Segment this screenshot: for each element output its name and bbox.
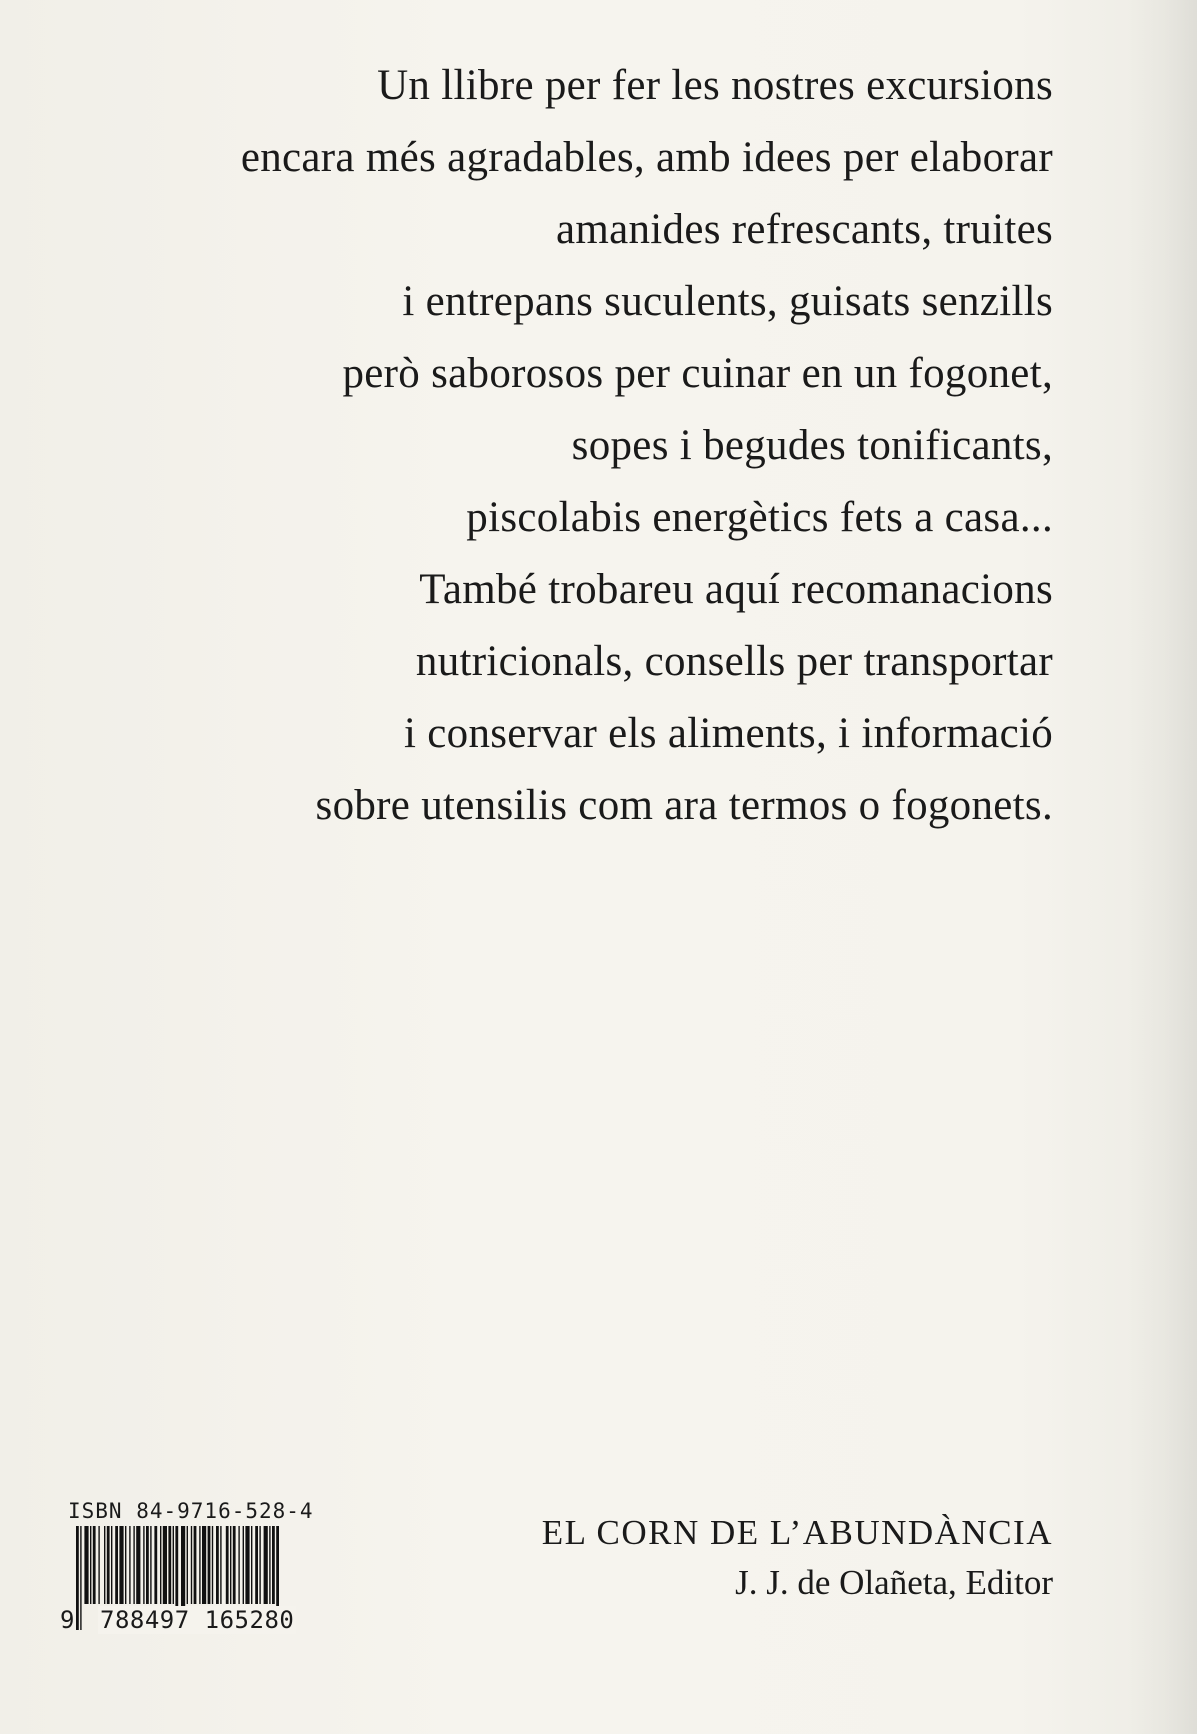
barcode-bar bbox=[154, 1526, 157, 1604]
barcode-bar bbox=[143, 1526, 144, 1604]
barcode-bar bbox=[220, 1526, 221, 1604]
barcode-bar bbox=[194, 1526, 197, 1604]
blurb-line: Un llibre per fer les nostres excursions bbox=[377, 62, 1053, 109]
barcode-bar bbox=[125, 1526, 126, 1604]
barcode-bar bbox=[199, 1526, 200, 1604]
barcode-block bbox=[60, 1500, 350, 1634]
blurb-text bbox=[93, 50, 1053, 842]
isbn-label: ISBN 84-9716-528-4 bbox=[68, 1499, 314, 1523]
barcode-bar bbox=[90, 1526, 91, 1604]
barcode-row bbox=[60, 1522, 350, 1634]
barcode-bar bbox=[115, 1526, 118, 1604]
barcode-bar bbox=[212, 1526, 213, 1604]
barcode-bar bbox=[202, 1526, 206, 1604]
barcode-bar bbox=[264, 1526, 268, 1604]
publisher-name: J. J. de Olañeta, Editor bbox=[735, 1563, 1053, 1602]
collection-name: EL CORN DE L’ABUNDÀNCIA bbox=[541, 1513, 1053, 1552]
barcode-bar bbox=[133, 1526, 134, 1604]
barcode-bar bbox=[187, 1526, 188, 1604]
barcode-bar bbox=[98, 1526, 99, 1604]
blurb-line: sobre utensilis com ara termos o fogonets. bbox=[315, 782, 1053, 829]
blurb-line: però saborosos per cuinar en un fogonet, bbox=[342, 350, 1053, 397]
barcode-bar bbox=[84, 1526, 88, 1604]
barcode-bar bbox=[245, 1526, 249, 1604]
ean-first-digit: 9 bbox=[60, 1606, 75, 1634]
barcode-bar bbox=[93, 1526, 96, 1604]
barcode-bar bbox=[269, 1526, 270, 1604]
barcode-bar bbox=[238, 1526, 239, 1604]
blurb-line: sopes i begudes tonificants, bbox=[571, 422, 1053, 469]
barcode-bar bbox=[173, 1526, 174, 1604]
barcode-bar bbox=[255, 1526, 258, 1604]
barcode-bar bbox=[226, 1526, 229, 1604]
barcode-bar bbox=[129, 1526, 130, 1604]
barcode-bar bbox=[243, 1526, 244, 1604]
barcode-bar bbox=[216, 1526, 219, 1604]
ean-digits: 788497 165280 bbox=[100, 1606, 295, 1634]
barcode-bar bbox=[233, 1526, 236, 1604]
barcode-bar bbox=[104, 1526, 105, 1604]
barcode-bar bbox=[146, 1526, 149, 1604]
blurb-line: nutricionals, consells per transportar bbox=[415, 638, 1053, 685]
blurb-line: amanides refrescants, truites bbox=[555, 206, 1053, 253]
barcode-bar bbox=[191, 1526, 192, 1604]
barcode-bar bbox=[80, 1526, 81, 1630]
blurb-line: i conservar els aliments, i informació bbox=[403, 710, 1053, 757]
barcode-bar bbox=[272, 1526, 275, 1604]
barcode-bar bbox=[230, 1526, 231, 1604]
barcode-bar bbox=[150, 1526, 151, 1604]
barcode-bar bbox=[111, 1526, 112, 1604]
imprint bbox=[542, 1510, 1053, 1610]
barcode-bar bbox=[160, 1526, 161, 1604]
blurb-line: També trobareu aquí recomanacions bbox=[419, 566, 1053, 613]
blurb-line: piscolabis energètics fets a casa... bbox=[466, 494, 1053, 541]
barcode-bar bbox=[163, 1526, 167, 1604]
barcode-bar bbox=[251, 1526, 252, 1604]
cover-edge-shading bbox=[1127, 0, 1197, 1734]
barcode-bar bbox=[119, 1526, 123, 1604]
barcode-bar bbox=[136, 1526, 140, 1604]
blurb-line: i entrepans suculents, guisats senzills bbox=[402, 278, 1053, 325]
barcode-bar bbox=[107, 1526, 110, 1604]
barcode-bar bbox=[76, 1526, 79, 1630]
barcode-bar bbox=[259, 1526, 260, 1604]
blurb-line: encara més agradables, amb idees per elaborar bbox=[240, 134, 1053, 181]
barcode-bar bbox=[168, 1526, 171, 1604]
barcode-bar bbox=[208, 1526, 211, 1604]
